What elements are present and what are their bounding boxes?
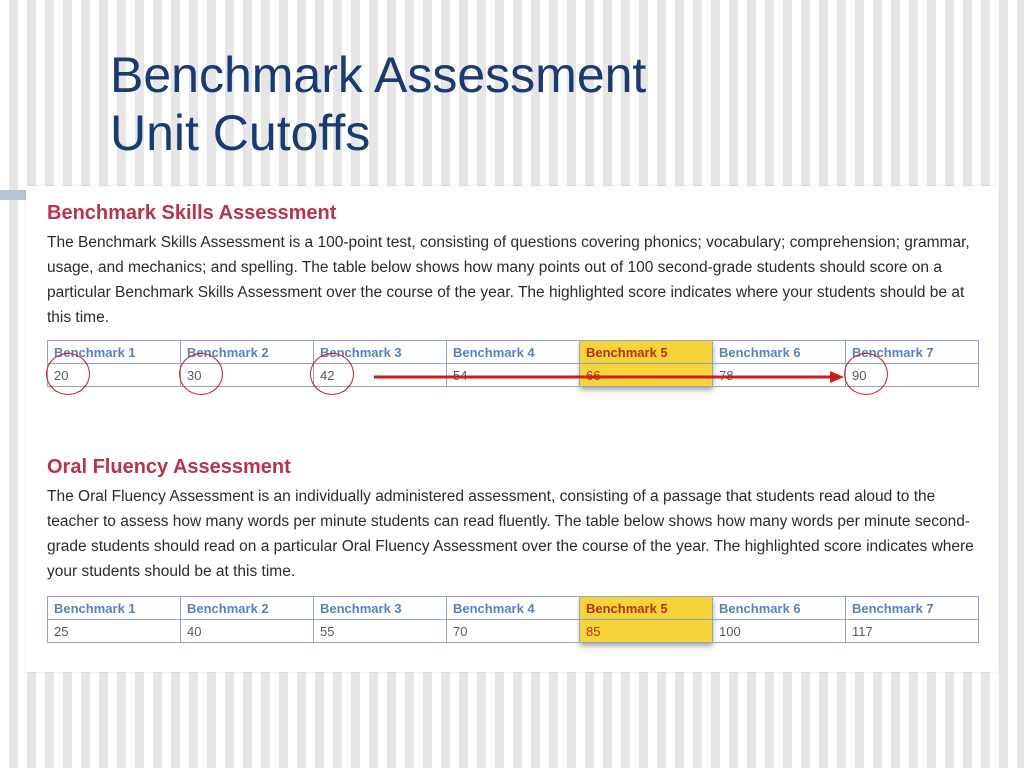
fluency-value-cell-highlighted: 85	[580, 620, 713, 643]
skills-value-cell: 42	[314, 364, 447, 387]
skills-header-cell: Benchmark 4	[447, 341, 580, 364]
fluency-heading: Oral Fluency Assessment	[47, 456, 291, 478]
circle-annotation-benchmark-3	[310, 353, 354, 395]
fluency-value-cell: 40	[181, 620, 314, 643]
skills-value-cell: 78	[713, 364, 846, 387]
skills-header-cell: Benchmark 6	[713, 341, 846, 364]
skills-value-cell: 30	[181, 364, 314, 387]
skills-header-cell: Benchmark 7	[846, 341, 979, 364]
fluency-value-cell: 55	[314, 620, 447, 643]
skills-heading: Benchmark Skills Assessment	[47, 202, 337, 224]
fluency-header-cell-highlighted: Benchmark 5	[580, 597, 713, 620]
skills-value-cell: 54	[447, 364, 580, 387]
fluency-value-cell: 100	[713, 620, 846, 643]
circle-annotation-benchmark-7	[844, 353, 888, 395]
skills-value-cell-highlighted: 66	[580, 364, 713, 387]
slide-title-line-2: Unit Cutoffs	[110, 105, 371, 161]
skills-description: The Benchmark Skills Assessment is a 100-point test, consisting of questions covering phonics; vocabulary; comprehension; grammar, usage, and mechanics; and spelling. The table below shows how many points out of 100 second-grade students should score on a particular Benchmark Skills Assessment over the course of the year. The highlighted score indicates where your students should be at this time.	[47, 234, 970, 326]
fluency-header-cell: Benchmark 2	[181, 597, 314, 620]
fluency-header-cell: Benchmark 3	[314, 597, 447, 620]
skills-value-cell: 20	[48, 364, 181, 387]
fluency-value-cell: 70	[447, 620, 580, 643]
red-arrow-annotation	[374, 370, 844, 384]
circle-annotation-benchmark-1	[46, 353, 90, 395]
circle-annotation-benchmark-2	[179, 353, 223, 395]
skills-header-cell: Benchmark 1	[48, 341, 181, 364]
fluency-value-cell: 117	[846, 620, 979, 643]
fluency-header-cell: Benchmark 7	[846, 597, 979, 620]
skills-value-cell: 90	[846, 364, 979, 387]
fluency-table-header-row	[48, 597, 979, 620]
fluency-header-cell: Benchmark 4	[447, 597, 580, 620]
scanned-document	[26, 186, 998, 672]
fluency-table	[47, 596, 979, 643]
fluency-table-value-row	[48, 620, 979, 643]
fluency-header-cell: Benchmark 1	[48, 597, 181, 620]
fluency-description: The Oral Fluency Assessment is an individually administered assessment, consisting of a passage that students read aloud to the teacher to assess how many words per minute students can read fluently. The table below shows how many words per minute second-grade students should read on a particular Oral Fluency Assessment over the course of the year. The highlighted score indicates where your students should be at this time.	[47, 488, 974, 580]
skills-header-cell: Benchmark 2	[181, 341, 314, 364]
accent-bar	[0, 190, 26, 200]
slide-title	[110, 46, 646, 162]
fluency-value-cell: 25	[48, 620, 181, 643]
slide-title-line-1: Benchmark Assessment	[110, 47, 647, 103]
skills-header-cell: Benchmark 3	[314, 341, 447, 364]
skills-header-cell-highlighted: Benchmark 5	[580, 341, 713, 364]
fluency-header-cell: Benchmark 6	[713, 597, 846, 620]
